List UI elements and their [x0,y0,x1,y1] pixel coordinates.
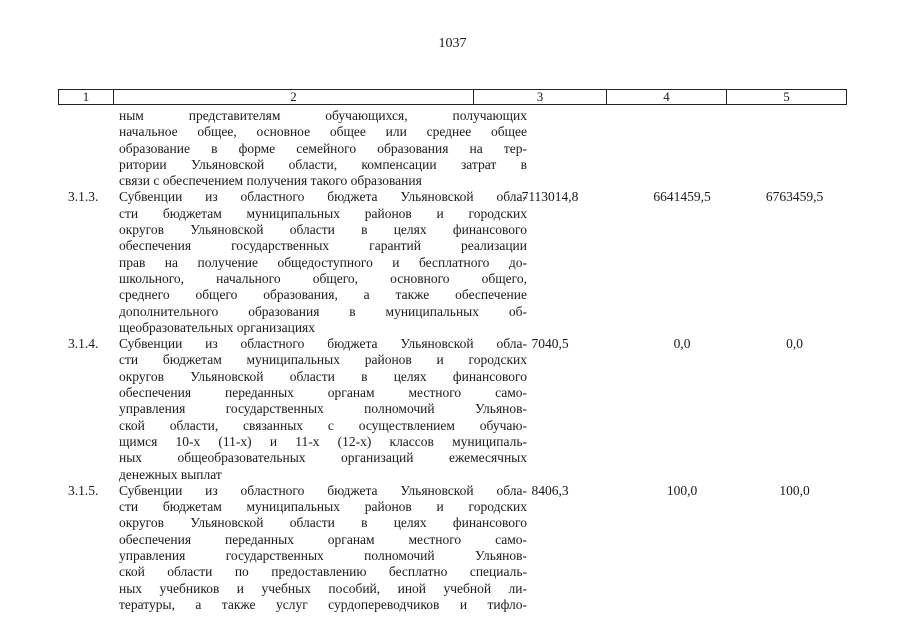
value-col4: 0,0 [673,336,691,352]
description-line: ской области, связанных с осуществлением обучаю- [119,417,527,433]
header-cell-4: 4 [607,90,727,104]
description-line: школьного, начального общего, основного общего, [119,270,527,286]
table-row [58,189,847,336]
description-line: управления государственных полномочий Ульянов- [119,401,527,417]
description-line: обеспечения государственных гарантий реализации [119,238,527,254]
row-description [119,483,527,613]
description-line: начальное общее, основное общее или среднее общее [119,124,527,140]
value-col5: 6763459,5 [765,189,824,205]
row-description [119,189,527,336]
page-number: 1037 [438,36,467,51]
row-description [119,108,527,189]
description-line: ской области по предоставлению бесплатно специаль- [119,564,527,580]
description-line: щимся 10-х (11-х) и 11-х (12-х) классов муниципаль- [119,433,527,449]
description-line: среднего общего образования, а также обеспечение [119,287,527,303]
value-col3: 7113014,8 [521,189,579,205]
description-line: округов Ульяновской области в целях финансового [119,368,527,384]
description-line: обеспечения переданных органам местного само- [119,531,527,547]
description-line: ных общеобразовательных организаций ежемесячных [119,450,527,466]
description-line: тературы, а также услуг сурдопереводчиков и тифло- [119,596,527,612]
value-col3: 8406,3 [531,482,569,498]
header-cell-3: 3 [474,90,607,104]
description-line: образование в форме семейного образования на тер- [119,140,527,156]
header-cell-1: 1 [59,90,114,104]
header-cell-2: 2 [114,90,474,104]
description-line: ным представителям обучающихся, получающих [119,108,527,123]
table-body [58,108,847,613]
description-line: сти бюджетам муниципальных районов и городских [119,352,527,368]
value-col5: 100,0 [779,482,810,498]
value-col4: 6641459,5 [653,189,711,205]
description-line: ритории Ульяновской области, компенсации затрат в [119,156,527,172]
table-row [58,336,847,483]
description-line: щеобразовательных организациях [119,319,316,335]
description-line: денежных выплат [119,466,222,482]
description-line: управления государственных полномочий Ульянов- [119,548,527,564]
description-line: сти бюджетам муниципальных районов и городских [119,205,527,221]
description-line: округов Ульяновской области в целях финансового [119,222,527,238]
table-row [58,483,847,613]
description-line: Субвенции из областного бюджета Ульяновской обла- [119,482,527,498]
description-line: связи с обеспечением получения такого образования [119,173,422,189]
value-col5: 0,0 [786,336,803,352]
description-line: прав на получение общедоступного и бесплатного до- [119,254,527,270]
header-cell-5: 5 [783,89,790,104]
row-number: 3.1.5. [68,482,99,498]
row-number: 3.1.3. [68,189,99,205]
description-line: Субвенции из областного бюджета Ульяновской обла- [119,336,527,352]
table-row-continuation [58,108,847,189]
table-header-row [58,89,847,105]
value-col4: 100,0 [666,482,698,498]
description-line: Субвенции из областного бюджета Ульяновской обла- [119,189,527,205]
description-line: округов Ульяновской области в целях финансового [119,515,527,531]
row-number: 3.1.4. [68,336,99,352]
description-line: обеспечения переданных органам местного само- [119,385,527,401]
description-line: сти бюджетам муниципальных районов и городских [119,499,527,515]
description-line: ных учебников и учебных пособий, иной учебной ли- [119,580,527,596]
description-line: дополнительного образования в муниципальных об- [119,303,527,319]
row-description [119,336,527,483]
value-col3: 7040,5 [531,336,569,352]
